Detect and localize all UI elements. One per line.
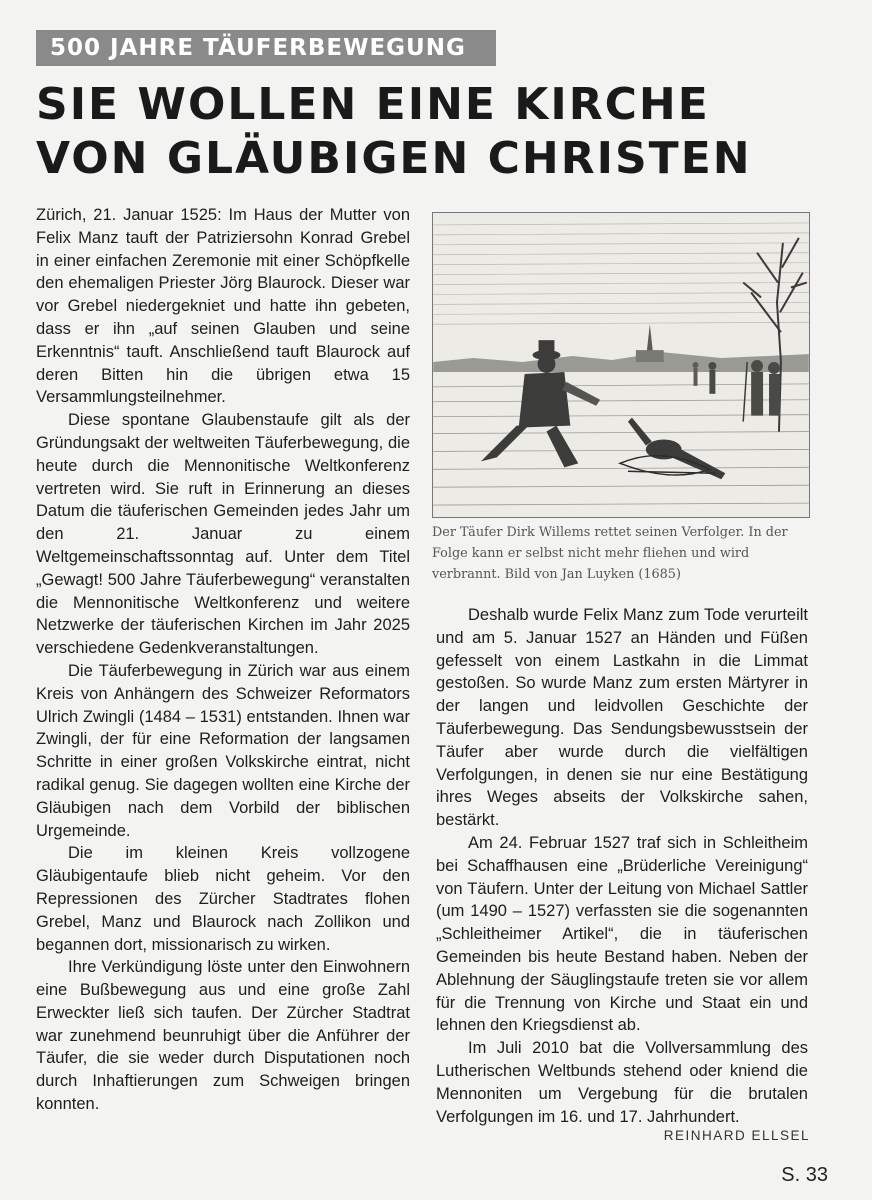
- left-column: [36, 204, 410, 1116]
- paragraph: Ihre Verkündigung löste unter den Einwohnern eine Bußbewegung aus und eine große Zahl Erweckter ließ sich taufen. Der Zürcher Stadtrat war zunehmend beunruhigt über die Anführer der Täufer, die sie weder durch Disputationen noch durch Inhaftierungen zum Schweigen bringen konnten.: [36, 958, 410, 1114]
- article-headline: [36, 78, 836, 186]
- engraving-image: [433, 213, 809, 517]
- paragraph: Im Juli 2010 bat die Vollversammlung des Lutherischen Weltbunds stehend oder kniend die Mennoniten um Vergebung für die brutalen Verfolgungen im 16. und 17. Jahrhundert.: [436, 1039, 808, 1126]
- engraving-illustration: [432, 212, 810, 518]
- paragraph: Am 24. Februar 1527 traf sich in Schleitheim bei Schaffhausen eine „Brüderliche Vereinigung“ von Täufern. Unter der Leitung von Michael Sattler (um 1490 – 1527) verfassten sie die sogenannten „Schleitheimer Artikel“, die in täuferischen Gemeinden bis heute Bestand haben. Neben der Ablehnung der Säuglingstaufe treten sie vor allem für die Trennung von Kirche und Staat ein und lehnen den Kriegsdienst ab.: [436, 833, 808, 1035]
- page-number: S. 33: [781, 1164, 828, 1186]
- paragraph: Die im kleinen Kreis vollzogene Gläubigentaufe blieb nicht geheim. Vor den Repressionen des Zürcher Stadtrates flohen Grebel, Manz und Blaurock nach Zollikon und begannen dort, missionarisch zu wirken.: [36, 844, 410, 954]
- right-column: [436, 604, 808, 1128]
- headline-line-2: VON GLÄUBIGEN CHRISTEN: [36, 133, 752, 184]
- paragraph: Diese spontane Glaubenstaufe gilt als der Gründungsakt der weltweiten Täuferbewegung, die heute durch die Mennonitische Weltkonferenz vertreten wird. Sie ruft in Erinnerung an dieses Datum die täuferischen Gemeinden jedes Jahr um den 21. Januar zu einem Weltgemeinschaftssonntag auf. Unter dem Titel „Gewagt! 500 Jahre Täuferbewegung“ veranstalten die Mennonitische Weltkonferenz und weitere Netzwerke der täuferischen Kirchen im Jahr 2025 verschiedene Gedenkveranstaltungen.: [36, 411, 410, 658]
- paragraph: Die Täuferbewegung in Zürich war aus einem Kreis von Anhängern des Schweizer Reformators Ulrich Zwingli (1484 – 1531) entstanden. Ihnen war Zwingli, der für eine Reformation der langsamen Schritte in einer großen Volkskirche eintrat, nicht radikal genug. Sie dagegen wollten eine Kirche der Gläubigen nach dem Vorbild der biblischen Urgemeinde.: [36, 661, 410, 840]
- figure-caption: Der Täufer Dirk Willems rettet seinen Verfolger. In der Folge kann er selbst nicht mehr fliehen und wird verbrannt. Bild von Jan Luyken (1685): [432, 525, 788, 582]
- paragraph: Zürich, 21. Januar 1525: Im Haus der Mutter von Felix Manz tauft der Patriziersohn Konrad Grebel in einer einfachen Zeremonie mit einer Schöpfkelle den ehemaligen Priester Jörg Blaurock. Dieser war vor Grebel niedergekniet und hatte ihn gebeten, dass er ihn „auf seinen Glauben und seine Erkenntnis“ tauft. Anschließend tauft Blaurock auf deren Bitten hin die übrigen etwa 15 Versammlungsteilnehmer.: [36, 206, 410, 407]
- section-kicker: 500 JAHRE TÄUFERBEWEGUNG: [36, 30, 496, 66]
- paragraph: Deshalb wurde Felix Manz zum Tode verurteilt und am 5. Januar 1527 an Händen und Füßen gefesselt von einem Lastkahn in die Limmat gestoßen. So wurde Manz zum ersten Märtyrer in der langen und leidvollen Geschichte der Täuferbewegung. Das Sendungsbewusstsein der Täufer aber wurde durch die vielfältigen Verfolgungen, in denen sie nur eine Bestätigung ihres Weges abseits der Volkskirche sahen, bestärkt.: [436, 606, 808, 830]
- author-byline: REINHARD ELLSEL: [663, 1128, 810, 1143]
- headline-line-1: SIE WOLLEN EINE KIRCHE: [36, 79, 710, 130]
